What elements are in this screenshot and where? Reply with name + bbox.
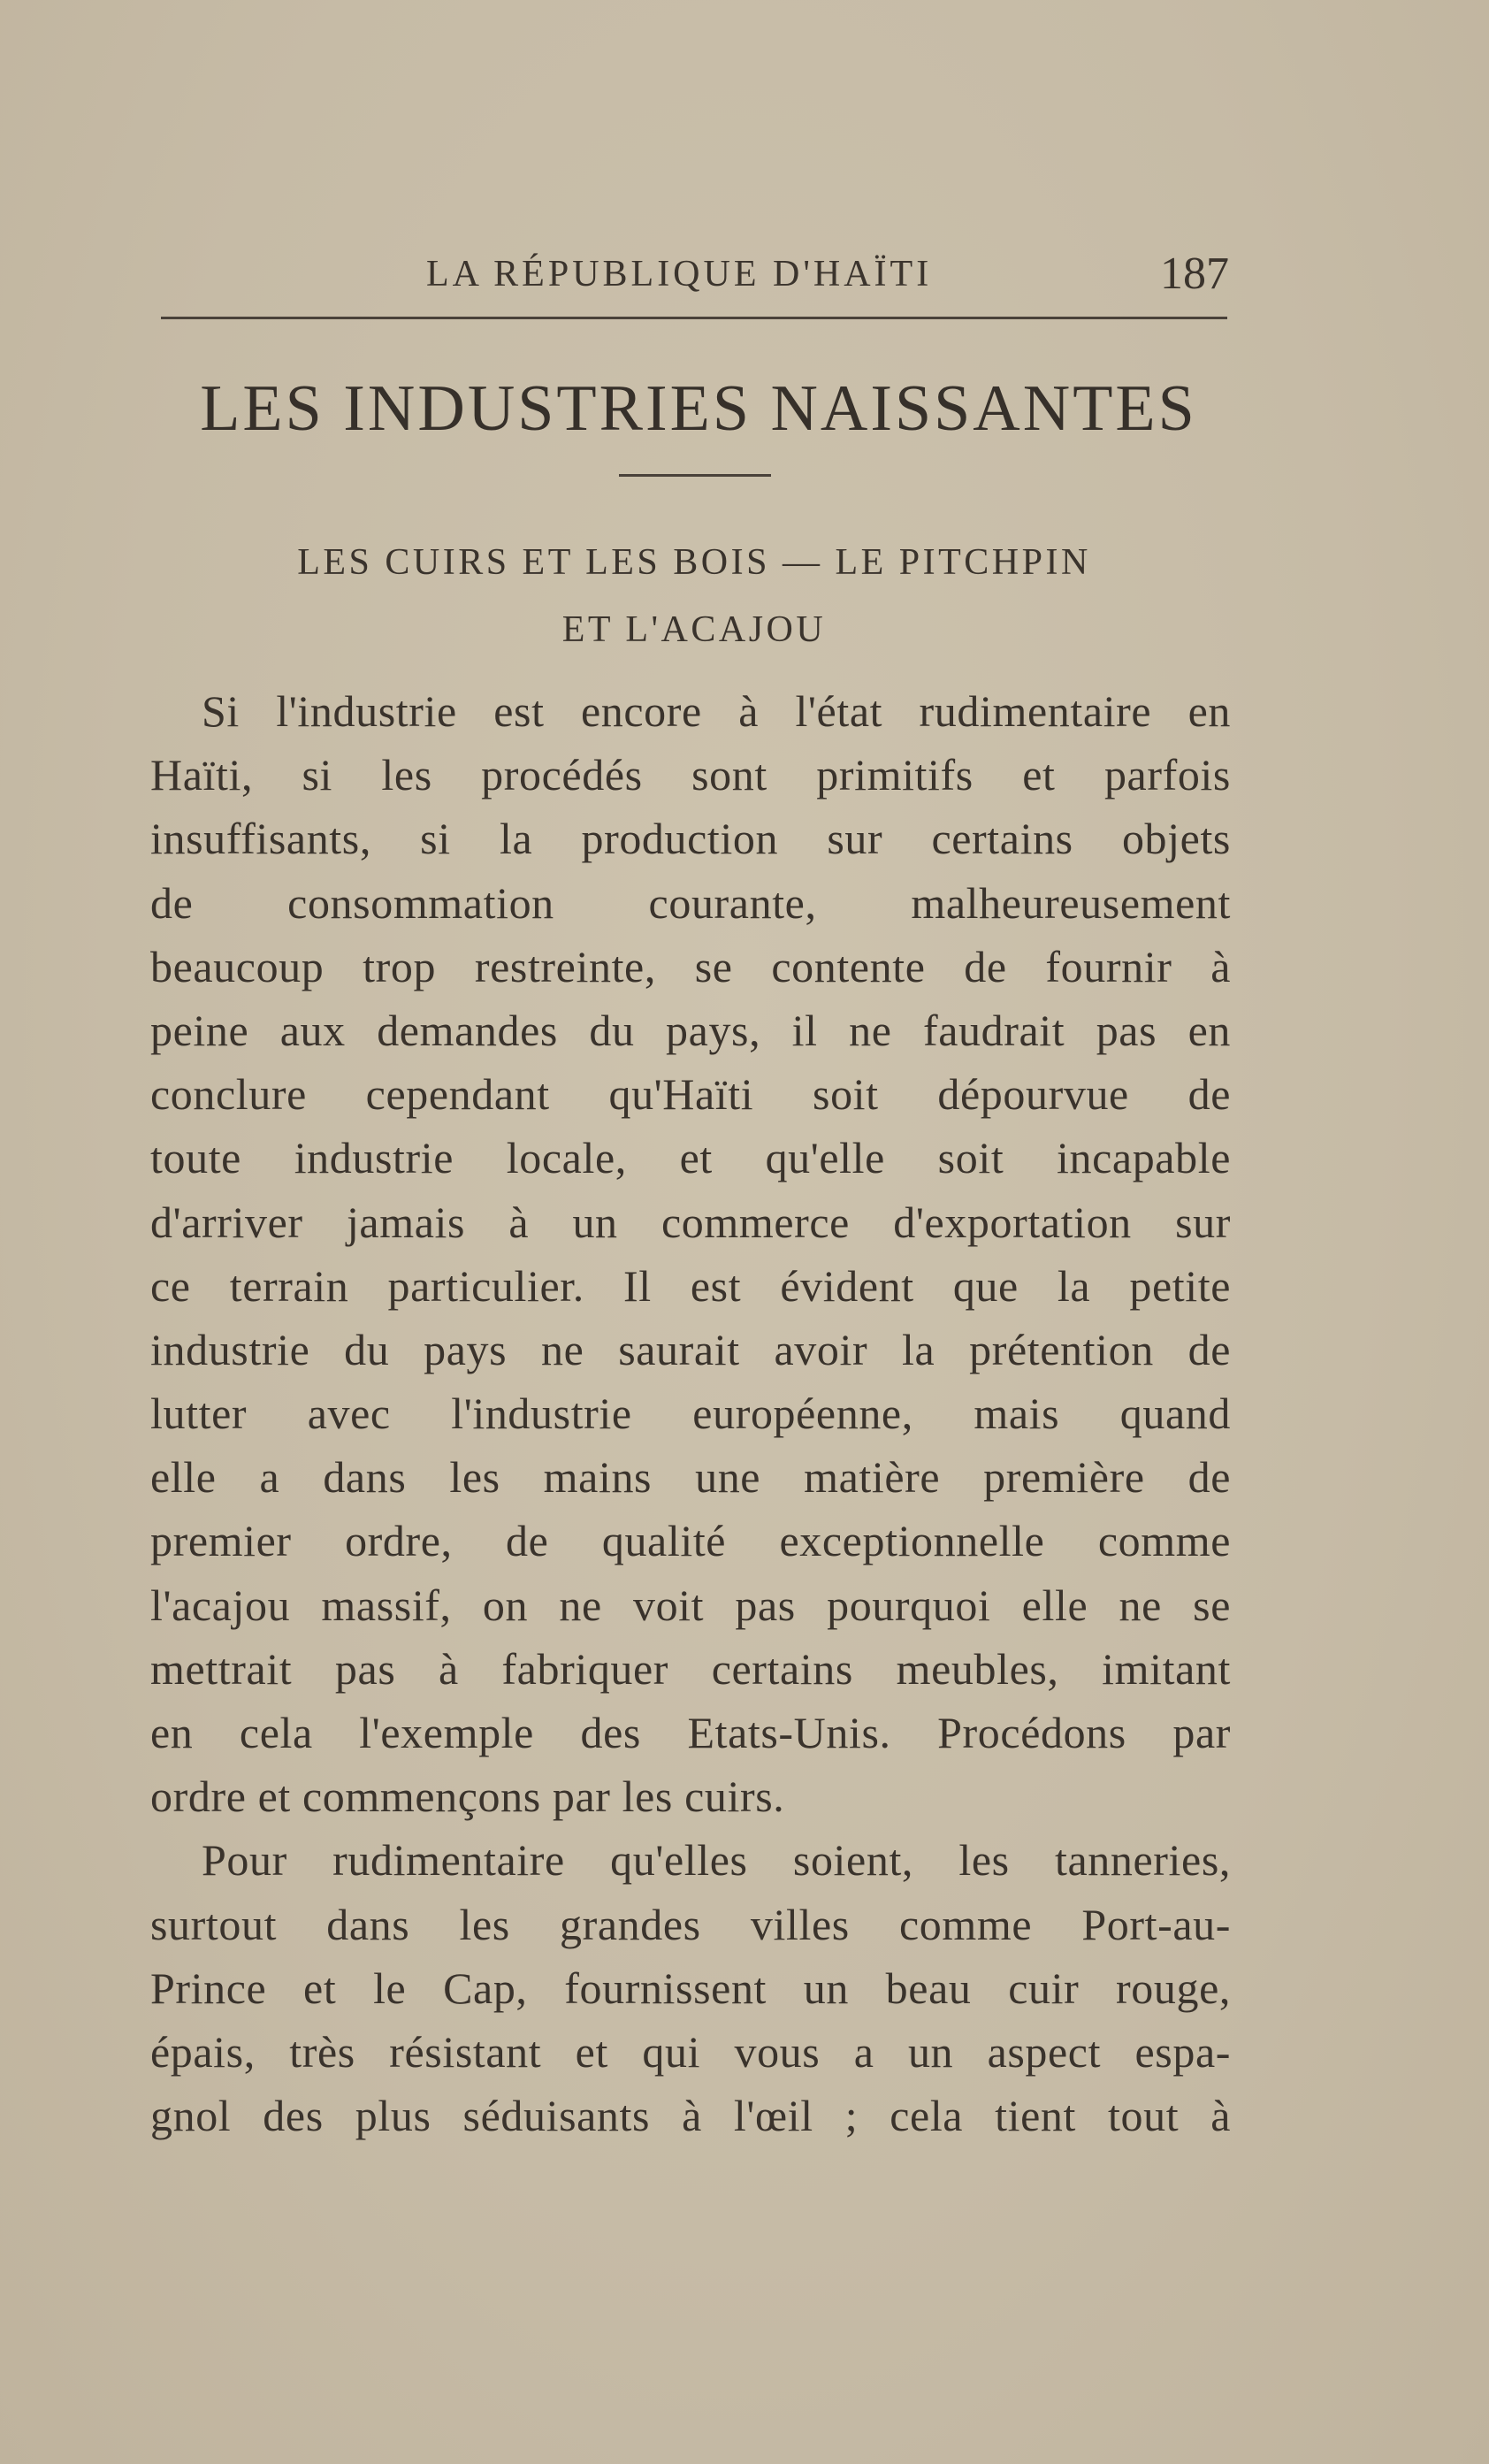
text-line: Prince et le Cap, fournissent un beau cuir rouge,	[150, 1963, 1231, 2013]
header-rule	[161, 317, 1227, 319]
text-line: conclure cependant qu'Haïti soit dépourvue de	[150, 1069, 1231, 1120]
text-line: Haïti, si les procédés sont primitifs et parfois	[150, 750, 1231, 800]
text-line: ce terrain particulier. Il est évident que la petite	[150, 1260, 1231, 1311]
text-line: elle a dans les mains une matière première de	[150, 1452, 1231, 1503]
chapter-title: LES INDUSTRIES NAISSANTES	[200, 372, 1197, 445]
text-line: toute industrie locale, et qu'elle soit incapable	[150, 1133, 1231, 1183]
running-title: LA RÉPUBLIQUE D'HAÏTI	[426, 254, 933, 295]
body-text	[150, 679, 1231, 2147]
text-line: en cela l'exemple des Etats-Unis. Procédons par	[150, 1708, 1231, 1757]
title-divider	[619, 474, 771, 477]
text-line: ordre et commençons par les cuirs.	[150, 1771, 785, 1822]
text-line: surtout dans les grandes villes comme Port-au-	[150, 1899, 1231, 1949]
text-line: d'arriver jamais à un commerce d'exportation sur	[150, 1197, 1231, 1247]
text-line: peine aux demandes du pays, il ne faudrait pas en	[150, 1005, 1231, 1055]
chapter-subtitle-line-2: ET L'ACAJOU	[561, 609, 827, 650]
text-line: l'acajou massif, on ne voit pas pourquoi elle ne se	[150, 1580, 1231, 1630]
text-line: Pour rudimentaire qu'elles soient, les tanneries,	[202, 1835, 1231, 1886]
text-line: industrie du pays ne saurait avoir la prétention de	[150, 1324, 1231, 1374]
text-line: lutter avec l'industrie européenne, mais quand	[150, 1389, 1231, 1439]
running-header	[150, 249, 1229, 306]
text-line: gnol des plus séduisants à l'œil ; cela tient tout à	[150, 2091, 1231, 2141]
text-line: insuffisants, si la production sur certains objets	[150, 814, 1231, 864]
text-line: Si l'industrie est encore à l'état rudimentaire en	[202, 686, 1231, 736]
text-line: mettrait pas à fabriquer certains meubles, imitant	[150, 1643, 1231, 1694]
text-line: épais, très résistant et qui vous a un aspect espa-	[150, 2026, 1231, 2077]
text-line: premier ordre, de qualité exceptionnelle comme	[150, 1516, 1231, 1566]
text-line: de consommation courante, malheureusement	[150, 877, 1231, 928]
text-line: beaucoup trop restreinte, se contente de fournir à	[150, 941, 1231, 991]
page-number: 187	[1160, 249, 1229, 299]
chapter-subtitle-line-1: LES CUIRS ET LES BOIS — LE PITCHPIN	[297, 542, 1091, 583]
